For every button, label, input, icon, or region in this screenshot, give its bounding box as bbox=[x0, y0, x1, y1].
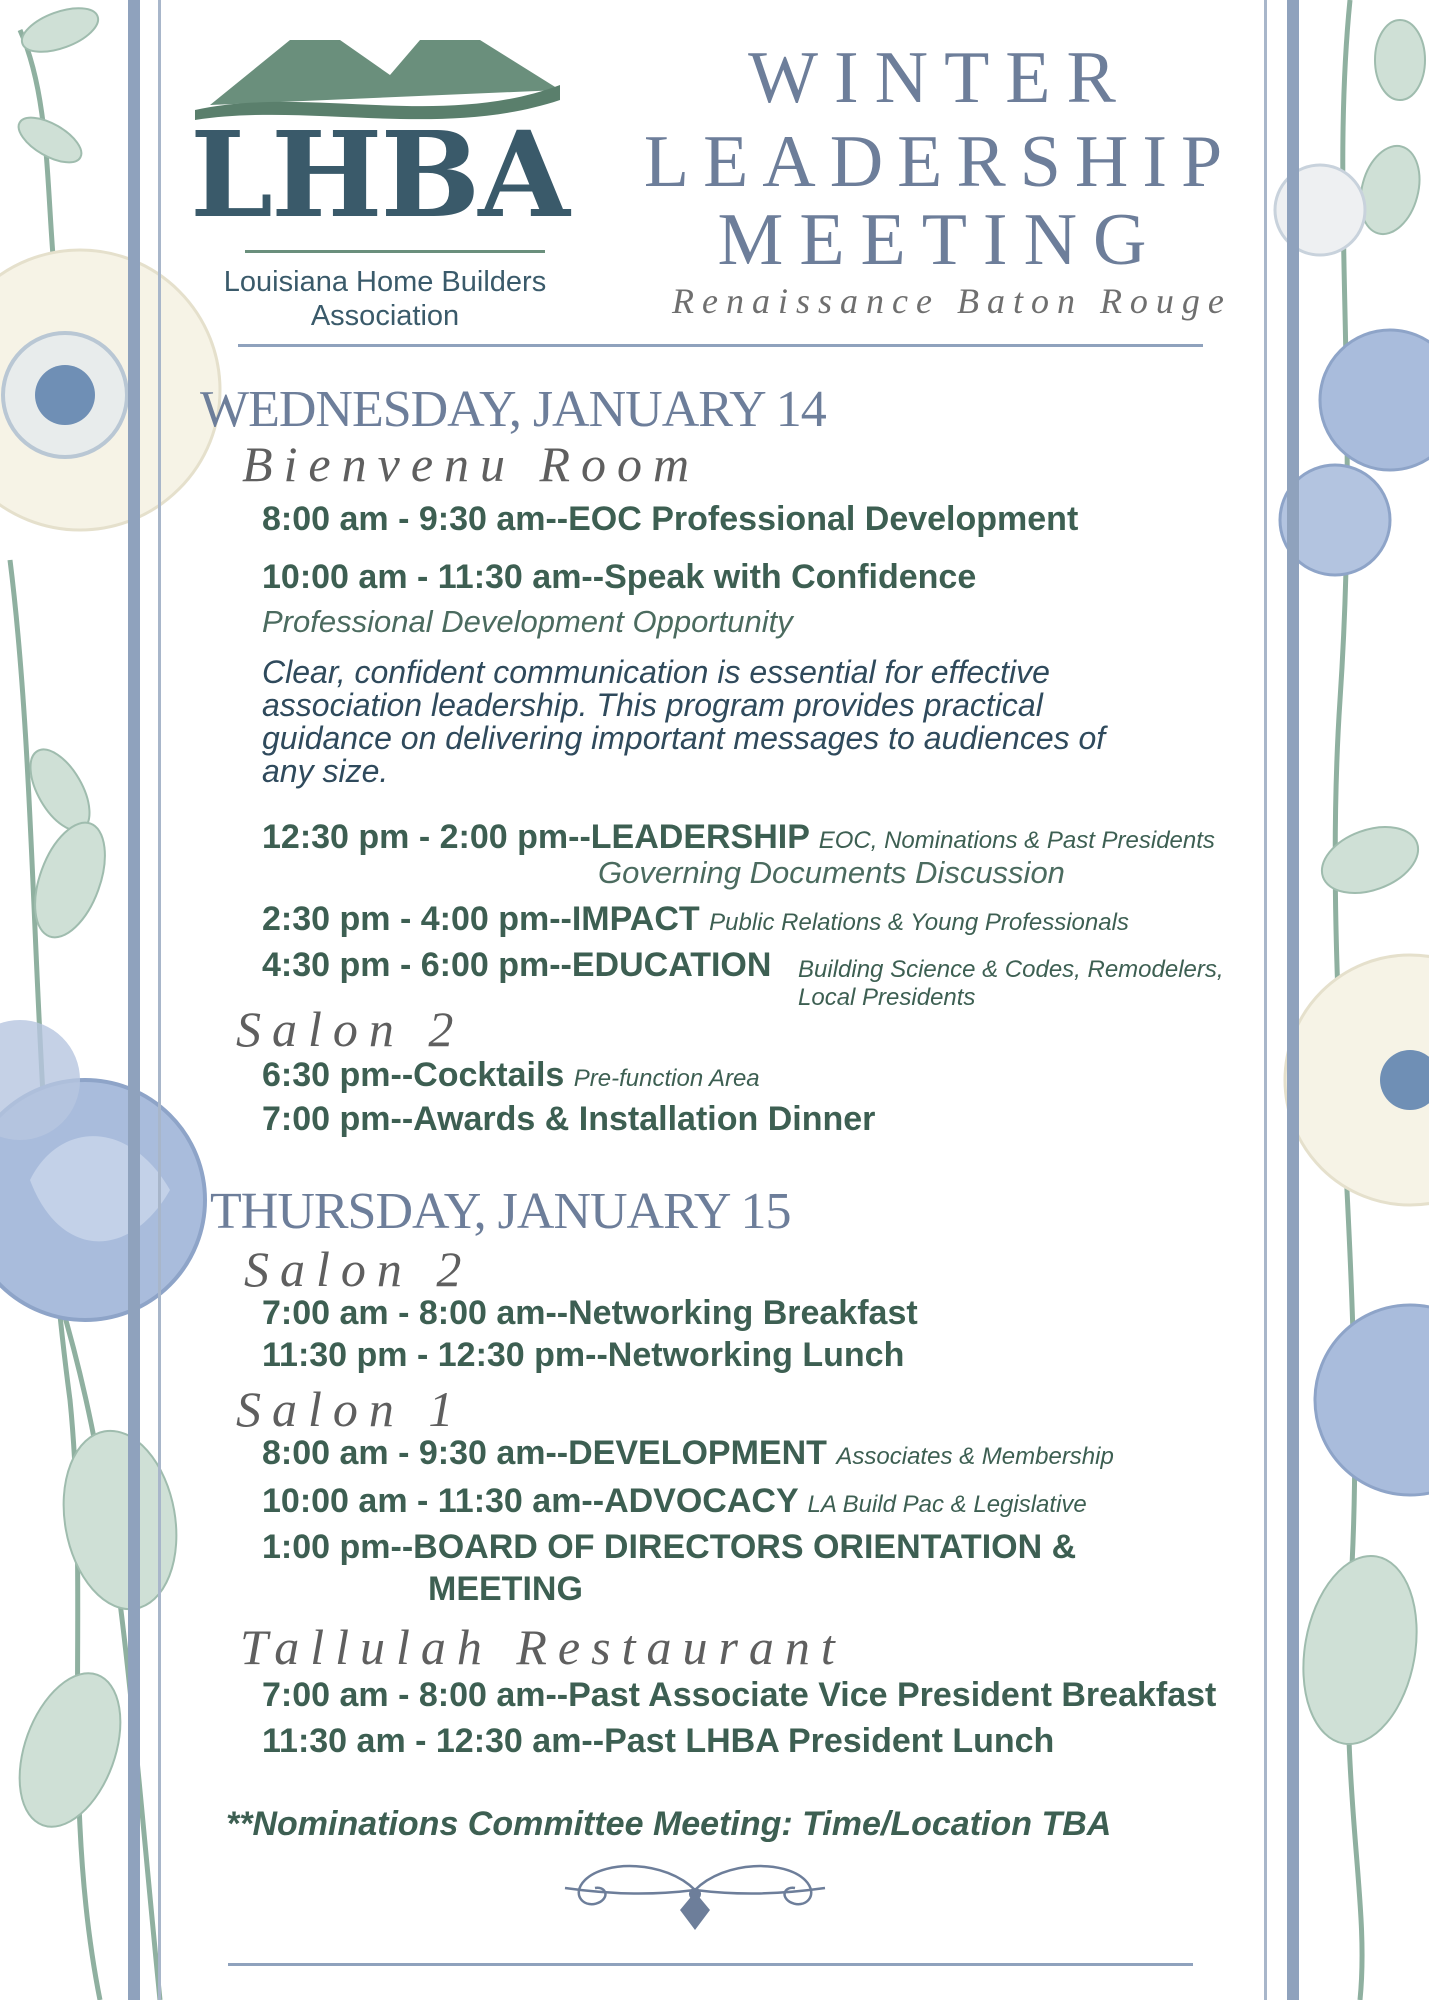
room-tallulah: Tallulah Restaurant bbox=[240, 1619, 846, 1675]
event-impact-note: Public Relations & Young Professionals bbox=[709, 909, 1129, 936]
event-impact bbox=[262, 900, 1129, 939]
event-eoc: 8:00 am - 9:30 am--EOC Professional Development bbox=[262, 500, 1079, 538]
ornament-flourish bbox=[545, 1850, 845, 1940]
event-cocktails-title: 6:30 pm--Cocktails bbox=[262, 1056, 565, 1094]
title-line3: MEETING bbox=[717, 199, 1163, 281]
logo-name-line2: Association bbox=[310, 300, 460, 332]
right-border-thick bbox=[1287, 0, 1299, 2000]
right-floral-decoration bbox=[1260, 0, 1429, 2000]
header-divider bbox=[238, 344, 1203, 347]
left-border-thin bbox=[158, 0, 161, 2000]
thursday-heading: THURSDAY, JANUARY 15 bbox=[210, 1183, 791, 1240]
title-line1: WINTER bbox=[748, 37, 1132, 119]
event-speak-confidence-subtitle: Professional Development Opportunity bbox=[262, 604, 793, 639]
event-education: 4:30 pm - 6:00 pm--EDUCATION bbox=[262, 946, 772, 984]
event-leadership bbox=[262, 818, 1215, 857]
event-awards-dinner: 7:00 pm--Awards & Installation Dinner bbox=[262, 1100, 876, 1138]
right-border-thin bbox=[1264, 0, 1267, 2000]
event-board-orientation-line2: MEETING bbox=[428, 1570, 583, 1608]
logo-letters: LHBA bbox=[190, 105, 568, 244]
lhba-logo bbox=[190, 30, 590, 332]
event-networking-breakfast: 7:00 am - 8:00 am--Networking Breakfast bbox=[262, 1294, 918, 1332]
event-development-note: Associates & Membership bbox=[836, 1443, 1114, 1470]
event-leadership-note: EOC, Nominations & Past Presidents bbox=[818, 827, 1215, 854]
event-board-orientation-line1: 1:00 pm--BOARD OF DIRECTORS ORIENTATION & bbox=[262, 1528, 1077, 1566]
event-networking-lunch: 11:30 pm - 12:30 pm--Networking Lunch bbox=[262, 1336, 905, 1374]
event-speak-confidence: 10:00 am - 11:30 am--Speak with Confidence bbox=[262, 558, 977, 596]
title-line2: LEADERSHIP bbox=[643, 121, 1237, 203]
event-cocktails bbox=[262, 1056, 760, 1095]
room-bienvenu: Bienvenu Room bbox=[242, 436, 701, 492]
event-past-avp-breakfast: 7:00 am - 8:00 am--Past Associate Vice President Breakfast bbox=[262, 1676, 1217, 1714]
nominations-note: **Nominations Committee Meeting: Time/Location TBA bbox=[226, 1805, 1112, 1843]
event-education-note1: Building Science & Codes, Remodelers, bbox=[798, 956, 1224, 983]
event-leadership-subtitle: Governing Documents Discussion bbox=[598, 855, 1065, 890]
event-development bbox=[262, 1434, 1114, 1473]
logo-name-line1: Louisiana Home Builders bbox=[223, 266, 547, 298]
room-salon1: Salon 1 bbox=[236, 1381, 465, 1437]
logo-divider bbox=[245, 250, 545, 253]
footer-divider bbox=[228, 1963, 1193, 1966]
event-cocktails-note: Pre-function Area bbox=[573, 1065, 760, 1092]
event-speak-confidence-description: Clear, confident communication is essential for effective association leadership. This program provides practical guidance on delivering important messages to audiences of any size. bbox=[262, 654, 1106, 789]
event-advocacy bbox=[262, 1482, 1087, 1521]
venue-subtitle: Renaissance Baton Rouge bbox=[672, 281, 1232, 321]
event-past-president-lunch: 11:30 am - 12:30 am--Past LHBA President Lunch bbox=[262, 1722, 1055, 1760]
room-salon2-wed: Salon 2 bbox=[236, 1001, 465, 1057]
wednesday-heading: WEDNESDAY, JANUARY 14 bbox=[200, 381, 826, 438]
event-advocacy-title: 10:00 am - 11:30 am--ADVOCACY bbox=[262, 1482, 799, 1520]
event-development-title: 8:00 am - 9:30 am--DEVELOPMENT bbox=[262, 1434, 827, 1472]
event-education-note2: Local Presidents bbox=[798, 984, 976, 1011]
room-salon2-thu: Salon 2 bbox=[244, 1241, 473, 1297]
left-border-thick bbox=[128, 0, 140, 2000]
event-leadership-title: 12:30 pm - 2:00 pm--LEADERSHIP bbox=[262, 818, 810, 856]
event-impact-title: 2:30 pm - 4:00 pm--IMPACT bbox=[262, 900, 700, 938]
event-advocacy-note: LA Build Pac & Legislative bbox=[807, 1491, 1087, 1518]
